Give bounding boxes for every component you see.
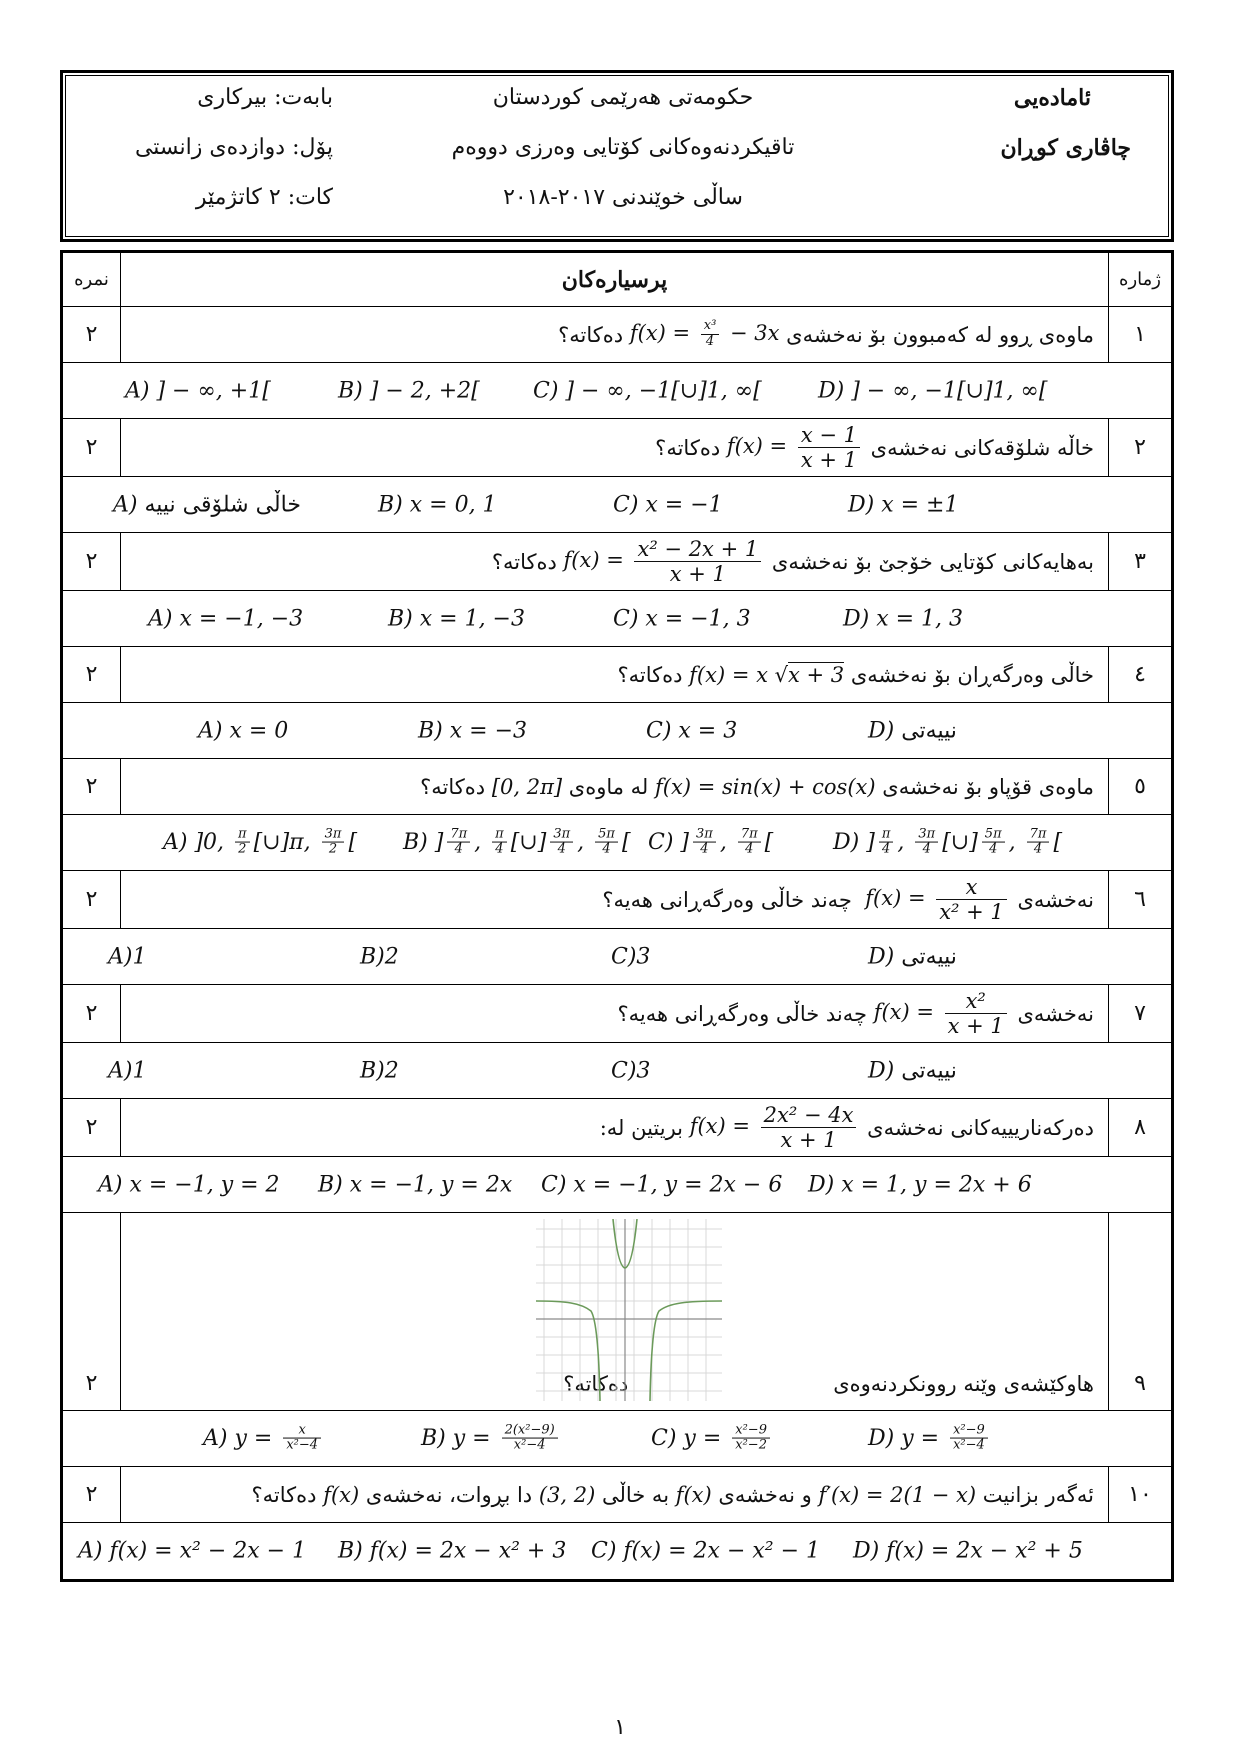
option-d[interactable]: D) نییەتی bbox=[868, 1058, 957, 1083]
option-d[interactable]: D) f(x) = 2x − x² + 5 bbox=[853, 1538, 1083, 1564]
table-header-row bbox=[63, 253, 1171, 307]
question-row-4 bbox=[63, 647, 1171, 703]
question-number: ٥ bbox=[1134, 774, 1146, 799]
option-b[interactable]: B) x = −1, y = 2x bbox=[318, 1172, 513, 1197]
option-b[interactable]: B) ] $\frac{7\pi}{4}$ , $\frac{\pi}{4}$ [∪] $\frac{3\pi}{4}$ , $\frac{5\pi}{4}$ [ bbox=[403, 826, 631, 857]
question-formula: f(x) = $\frac{\text{x² − 2x + 1}}{x + 1}$ bbox=[564, 537, 766, 586]
question-number: ١٠ bbox=[1128, 1482, 1152, 1507]
option-d[interactable]: D) x = ±1 bbox=[848, 492, 959, 517]
option-d[interactable]: D) نییەتی bbox=[868, 718, 957, 743]
option-b[interactable]: B)2 bbox=[360, 1058, 399, 1083]
options-row-2 bbox=[63, 477, 1171, 533]
page-number: ١ bbox=[614, 1715, 626, 1740]
school-name: چاڤاری کوڕان bbox=[1000, 135, 1131, 161]
option-d-text: نییەتی bbox=[901, 944, 957, 969]
option-d[interactable]: D) x = 1, y = 2x + 6 bbox=[808, 1172, 1032, 1197]
exam-header bbox=[60, 70, 1174, 242]
option-b[interactable]: B)2 bbox=[360, 944, 399, 969]
question-row-10 bbox=[63, 1467, 1171, 1523]
question-text-a: ماوەی قۆپاو بۆ نەخشەی bbox=[882, 774, 1094, 799]
grade-class: پۆل: دوازدەی زانستی bbox=[134, 135, 333, 160]
function-graph bbox=[536, 1219, 722, 1401]
ministry-info bbox=[363, 73, 883, 239]
question-row-8 bbox=[63, 1099, 1171, 1157]
question-row-1 bbox=[63, 307, 1171, 363]
option-d-text: نییەتی bbox=[901, 718, 957, 743]
exam-title: تاقیکردنەوەکانی کۆتایی وەرزی دووەم bbox=[451, 135, 795, 160]
option-b[interactable]: B) y = $\frac{\text{2(x²−9)}}{\text{x²−4}}$ bbox=[421, 1423, 562, 1454]
question-text bbox=[121, 759, 1109, 814]
options-row-3 bbox=[63, 591, 1171, 647]
option-a[interactable]: A) f(x) = x² − 2x − 1 bbox=[78, 1538, 307, 1564]
options-row-7 bbox=[63, 1043, 1171, 1099]
question-row-9 bbox=[63, 1213, 1171, 1411]
question-grade: ٢ bbox=[63, 1099, 121, 1156]
question-text-b: دەکاتە؟ bbox=[617, 662, 683, 687]
question-text-b: دەکاتە؟ bbox=[558, 322, 624, 347]
question-formula: f(x) = $\frac{\text{x²}}{x + 1}$ bbox=[874, 989, 1011, 1038]
options-row-8 bbox=[63, 1157, 1171, 1213]
question-grade: ٢ bbox=[63, 759, 121, 814]
question-grade: ٢ bbox=[63, 871, 121, 928]
question-number: ١ bbox=[1134, 322, 1146, 347]
question-row-6 bbox=[63, 871, 1171, 929]
option-d[interactable]: D) ] $\frac{\pi}{4}$ , $\frac{3\pi}{4}$ [∪] $\frac{5\pi}{4}$ , $\frac{7\pi}{4}$ [ bbox=[833, 826, 1063, 857]
option-b[interactable]: B) f(x) = 2x − x² + 3 bbox=[338, 1538, 567, 1564]
question-text-a: دەرکەناریییەکانی نەخشەی bbox=[867, 1115, 1094, 1140]
question-text bbox=[121, 871, 1109, 928]
question-formula: f′(x) = 2(1 − x) bbox=[818, 1482, 977, 1507]
option-b[interactable]: B) x = 0, 1 bbox=[378, 492, 497, 517]
option-d[interactable]: D) ] − ∞, −1[∪]1, ∞[ bbox=[818, 378, 1048, 403]
question-grade: ٢ bbox=[63, 985, 121, 1042]
question-text-b: چەند خاڵی وەرگەڕانی هەیە؟ bbox=[617, 1001, 867, 1026]
option-a[interactable]: A) خاڵی شلۆقی نییە bbox=[113, 492, 301, 517]
option-a[interactable]: A) y = $\frac{x}{\text{x²−4}}$ bbox=[203, 1423, 325, 1454]
question-formula: f(x) = sin(x) + cos(x) bbox=[655, 774, 876, 799]
question-number: ٦ bbox=[1134, 887, 1146, 912]
question-grade: ٢ bbox=[63, 419, 121, 476]
option-b[interactable]: B) x = 1, −3 bbox=[388, 606, 525, 631]
options-row-6 bbox=[63, 929, 1171, 985]
question-text-a: نەخشەی bbox=[1017, 1001, 1094, 1026]
question-row-5 bbox=[63, 759, 1171, 815]
question-number: ٨ bbox=[1134, 1115, 1146, 1140]
graph-grid bbox=[536, 1219, 722, 1401]
option-a[interactable]: A)1 bbox=[108, 1058, 147, 1083]
option-a[interactable]: A) x = −1, −3 bbox=[148, 606, 304, 631]
exam-meta bbox=[83, 73, 343, 239]
academic-year: ساڵی خوێندنی ٢٠١٧-٢٠١٨ bbox=[503, 185, 743, 210]
option-a-text: خاڵی شلۆقی نییە bbox=[144, 492, 301, 517]
option-b[interactable]: B) x = −3 bbox=[418, 718, 528, 743]
question-text-b: بریتین لە: bbox=[599, 1115, 684, 1140]
option-d-text: نییەتی bbox=[901, 1058, 957, 1083]
question-text-b: دەکاتە؟ bbox=[491, 549, 557, 574]
question-text-a: نەخشەی bbox=[1017, 887, 1094, 912]
question-text-a: ماوەی ڕوو لە کەمبوون بۆ نەخشەی bbox=[786, 322, 1094, 347]
question-text bbox=[121, 307, 1109, 362]
question-number: ٢ bbox=[1134, 435, 1146, 460]
question-text-a: خاڵە شلۆقەکانی نەخشەی bbox=[870, 435, 1094, 460]
question-text-a: هاوکێشەی وێنە روونکردنەوەی bbox=[833, 1372, 1094, 1396]
option-c[interactable]: C) y = $\frac{\text{x²−9}}{\text{x²−2}}$ bbox=[651, 1423, 774, 1454]
options-row-9 bbox=[63, 1411, 1171, 1467]
option-a[interactable]: A) x = 0 bbox=[198, 718, 289, 743]
option-a[interactable]: A) x = −1, y = 2 bbox=[98, 1172, 280, 1197]
option-a[interactable]: A) ]0, $\frac{\pi}{2}$ [∪]π, $\frac{3\pi}{2}$ [ bbox=[163, 826, 358, 857]
graph-curves bbox=[536, 1219, 722, 1401]
question-text bbox=[121, 419, 1109, 476]
question-formula: f(x) = $\frac{\text{x³}}{4}$ − 3x bbox=[629, 318, 780, 349]
question-text-b: و نەخشەی f(x) بە خاڵی (3, 2) دا بڕوات، نەخشەی f(x) دەکاتە؟ bbox=[251, 1482, 812, 1507]
question-text bbox=[121, 647, 1109, 702]
graph-axes bbox=[536, 1219, 722, 1401]
question-formula: f(x) = $\frac{x}{\text{x² + 1}}$ bbox=[865, 875, 1011, 924]
option-c[interactable]: C) ] $\frac{3\pi}{4}$ , $\frac{7\pi}{4}$ [ bbox=[648, 826, 774, 857]
option-c[interactable]: C) x = −1, y = 2x − 6 bbox=[541, 1172, 783, 1197]
question-formula: f(x) = $\frac{x - 1}{x + 1}$ bbox=[727, 423, 864, 472]
option-a[interactable]: A) ] − ∞, +1[ bbox=[125, 378, 271, 403]
options-row-5 bbox=[63, 815, 1171, 871]
questions-table bbox=[60, 250, 1174, 1582]
grade-column-header: نمرە bbox=[63, 253, 121, 306]
question-grade: ٢ bbox=[63, 1467, 121, 1522]
question-row-2 bbox=[63, 419, 1171, 477]
question-number: ٣ bbox=[1134, 549, 1146, 574]
questions-column-header: پرسیارەکان bbox=[121, 253, 1109, 306]
option-c[interactable]: C)3 bbox=[611, 944, 651, 969]
subject: بابەت: بیرکاری bbox=[197, 85, 333, 110]
option-c[interactable]: C) ] − ∞, −1[∪]1, ∞[ bbox=[533, 378, 762, 403]
question-row-7 bbox=[63, 985, 1171, 1043]
question-text-b: دەکاتە؟ bbox=[563, 1372, 629, 1396]
options-row-10 bbox=[63, 1523, 1171, 1579]
option-d[interactable]: D) y = $\frac{\text{x²−9}}{\text{x²−4}}$ bbox=[868, 1423, 992, 1454]
question-text bbox=[121, 985, 1109, 1042]
option-b[interactable]: B) ] − 2, +2[ bbox=[338, 378, 480, 403]
question-formula: f(x) = x √x + 3 bbox=[689, 662, 845, 687]
duration: کات: ٢ کاتژمێر bbox=[195, 185, 333, 210]
question-row-3 bbox=[63, 533, 1171, 591]
option-d[interactable]: D) x = 1, 3 bbox=[843, 606, 964, 631]
question-grade: ٢ bbox=[63, 1213, 121, 1410]
question-number: ٤ bbox=[1134, 662, 1146, 687]
question-grade: ٢ bbox=[63, 533, 121, 590]
option-c[interactable]: C)3 bbox=[611, 1058, 651, 1083]
question-text-b: لە ماوەی [0, 2π] دەکاتە؟ bbox=[420, 774, 649, 799]
question-text-b: دەکاتە؟ bbox=[655, 435, 721, 460]
question-text bbox=[121, 533, 1109, 590]
question-formula: f(x) = $\frac{\text{2x² − 4x}}{x + 1}$ bbox=[690, 1103, 861, 1152]
option-c[interactable]: C) x = −1 bbox=[613, 492, 723, 517]
question-text bbox=[121, 1099, 1109, 1156]
government-name: حکومەتی هەرێمی کوردستان bbox=[492, 85, 754, 110]
question-number: ٩ bbox=[1134, 1371, 1146, 1396]
option-c[interactable]: C) f(x) = 2x − x² − 1 bbox=[591, 1538, 821, 1564]
question-text bbox=[121, 1467, 1109, 1522]
question-text-b: چەند خاڵی وەرگەڕانی هەیە؟ bbox=[602, 887, 852, 912]
options-row-1 bbox=[63, 363, 1171, 419]
question-text-a: بەهایەکانی کۆتایی خۆجێ بۆ نەخشەی bbox=[771, 549, 1094, 574]
question-grade: ٢ bbox=[63, 647, 121, 702]
question-text-a: ئەگەر بزانیت bbox=[982, 1482, 1094, 1507]
question-text-a: خاڵی وەرگەڕان بۆ نەخشەی bbox=[850, 662, 1094, 687]
options-row-4 bbox=[63, 703, 1171, 759]
question-text bbox=[121, 1213, 1109, 1410]
question-grade: ٢ bbox=[63, 307, 121, 362]
option-c[interactable]: C) x = 3 bbox=[646, 718, 738, 743]
option-c[interactable]: C) x = −1, 3 bbox=[613, 606, 751, 631]
option-d[interactable]: D) نییەتی bbox=[868, 944, 957, 969]
question-number: ٧ bbox=[1134, 1001, 1146, 1026]
school-type: ئامادەیی bbox=[1013, 85, 1091, 111]
option-a[interactable]: A)1 bbox=[108, 944, 147, 969]
number-column-header: ژمارە bbox=[1119, 269, 1161, 290]
